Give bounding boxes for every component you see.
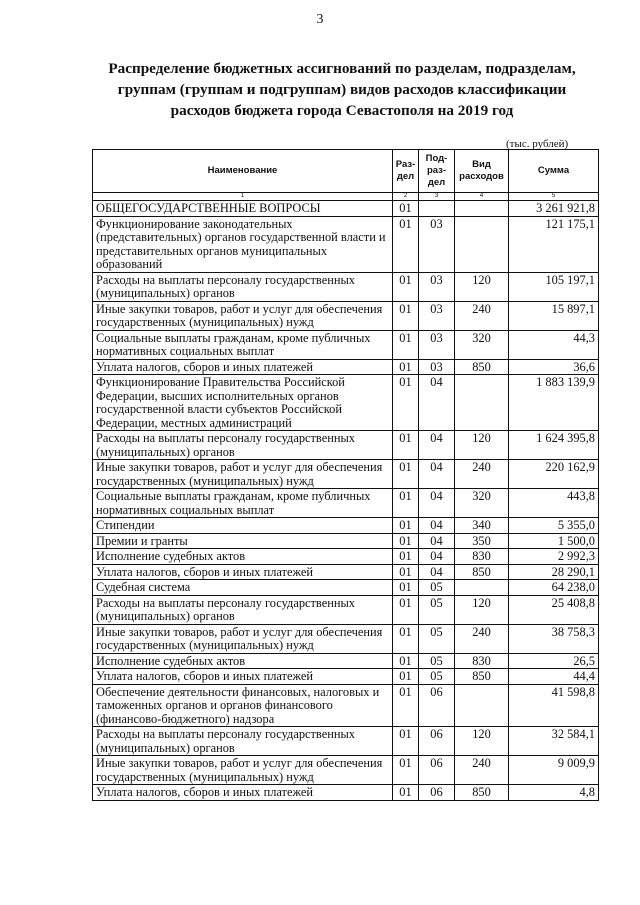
row-amount: 36,6: [509, 359, 599, 375]
row-section: 01: [393, 727, 419, 756]
row-amount: 3 261 921,8: [509, 201, 599, 217]
row-amount: 25 408,8: [509, 595, 599, 624]
row-name: Уплата налогов, сборов и иных платежей: [93, 669, 393, 685]
budget-table: [92, 149, 599, 801]
table-row: [93, 549, 599, 565]
row-section: 01: [393, 518, 419, 534]
row-section: 01: [393, 375, 419, 431]
row-amount: 5 355,0: [509, 518, 599, 534]
row-section: 01: [393, 653, 419, 669]
table-row: [93, 624, 599, 653]
row-subsection: 06: [419, 785, 455, 801]
table-row: [93, 431, 599, 460]
title-line: Распределение бюджетных ассигнований по разделам, подразделам,: [108, 60, 576, 77]
row-expense-type: 850: [455, 669, 509, 685]
column-number: 3: [419, 193, 455, 201]
row-name: Расходы на выплаты персоналу государственных (муниципальных) органов: [93, 272, 393, 301]
table-row: [93, 201, 599, 217]
row-name: Расходы на выплаты персоналу государственных (муниципальных) органов: [93, 595, 393, 624]
table-row: [93, 653, 599, 669]
row-expense-type: 240: [455, 624, 509, 653]
row-expense-type: [455, 216, 509, 272]
row-name: ОБЩЕГОСУДАРСТВЕННЫЕ ВОПРОСЫ: [93, 201, 393, 217]
row-section: 01: [393, 359, 419, 375]
row-amount: 41 598,8: [509, 684, 599, 727]
row-subsection: 04: [419, 518, 455, 534]
row-amount: 4,8: [509, 785, 599, 801]
row-expense-type: 120: [455, 431, 509, 460]
row-section: 01: [393, 431, 419, 460]
page-number: 3: [316, 12, 324, 27]
row-name: Иные закупки товаров, работ и услуг для обеспечения государственных (муниципальных) нужд: [93, 460, 393, 489]
row-name: Стипендии: [93, 518, 393, 534]
row-amount: 1 624 395,8: [509, 431, 599, 460]
table-row: [93, 785, 599, 801]
table-row: [93, 533, 599, 549]
row-expense-type: 120: [455, 727, 509, 756]
row-amount: 9 009,9: [509, 756, 599, 785]
row-name: Уплата налогов, сборов и иных платежей: [93, 785, 393, 801]
row-name: Судебная система: [93, 580, 393, 596]
row-section: 01: [393, 489, 419, 518]
row-name: Исполнение судебных актов: [93, 549, 393, 565]
table-row: [93, 727, 599, 756]
row-subsection: 03: [419, 330, 455, 359]
row-amount: 64 238,0: [509, 580, 599, 596]
row-subsection: 04: [419, 431, 455, 460]
row-expense-type: 830: [455, 549, 509, 565]
row-amount: 44,3: [509, 330, 599, 359]
row-name: Иные закупки товаров, работ и услуг для обеспечения государственных (муниципальных) нужд: [93, 756, 393, 785]
row-amount: 28 290,1: [509, 564, 599, 580]
row-amount: 38 758,3: [509, 624, 599, 653]
row-subsection: 03: [419, 359, 455, 375]
row-subsection: 05: [419, 624, 455, 653]
row-subsection: 04: [419, 533, 455, 549]
row-name: Социальные выплаты гражданам, кроме публичных нормативных социальных выплат: [93, 330, 393, 359]
row-expense-type: 120: [455, 595, 509, 624]
row-name: Уплата налогов, сборов и иных платежей: [93, 564, 393, 580]
table-row: [93, 489, 599, 518]
table-row: [93, 375, 599, 431]
table-row: [93, 669, 599, 685]
row-section: 01: [393, 669, 419, 685]
column-number: 1: [93, 193, 393, 201]
row-section: 01: [393, 533, 419, 549]
row-amount: 443,8: [509, 489, 599, 518]
row-name: Премии и гранты: [93, 533, 393, 549]
row-amount: 2 992,3: [509, 549, 599, 565]
row-subsection: 05: [419, 653, 455, 669]
row-expense-type: 830: [455, 653, 509, 669]
title-line: группам (группам и подгруппам) видов расходов классификации: [117, 81, 567, 98]
row-name: Функционирование Правительства Российской Федерации, высших исполнительных органов государственной власти субъектов Российской Федерации, местных администраций: [93, 375, 393, 431]
table-row: [93, 301, 599, 330]
row-name: Социальные выплаты гражданам, кроме публичных нормативных социальных выплат: [93, 489, 393, 518]
row-expense-type: [455, 375, 509, 431]
row-expense-type: 850: [455, 359, 509, 375]
row-section: 01: [393, 201, 419, 217]
row-section: 01: [393, 330, 419, 359]
row-expense-type: [455, 684, 509, 727]
row-amount: 220 162,9: [509, 460, 599, 489]
row-expense-type: 240: [455, 460, 509, 489]
row-name: Уплата налогов, сборов и иных платежей: [93, 359, 393, 375]
row-amount: 44,4: [509, 669, 599, 685]
row-expense-type: 850: [455, 564, 509, 580]
row-amount: 121 175,1: [509, 216, 599, 272]
table-row: [93, 580, 599, 596]
row-subsection: [419, 201, 455, 217]
table-header-row: [93, 150, 599, 193]
row-expense-type: 320: [455, 489, 509, 518]
row-name: Функционирование законодательных (представительных) органов государственной власти и представительных органов муниципальных образований: [93, 216, 393, 272]
document-title: [92, 58, 592, 121]
header-section: Раз- дел: [393, 150, 419, 193]
table-row: [93, 756, 599, 785]
row-expense-type: [455, 580, 509, 596]
row-section: 01: [393, 272, 419, 301]
row-subsection: 06: [419, 756, 455, 785]
row-subsection: 04: [419, 489, 455, 518]
row-section: 01: [393, 549, 419, 565]
row-expense-type: 120: [455, 272, 509, 301]
table-body: [93, 201, 599, 801]
row-expense-type: [455, 201, 509, 217]
row-subsection: 06: [419, 727, 455, 756]
table-row: [93, 460, 599, 489]
row-subsection: 05: [419, 595, 455, 624]
row-section: 01: [393, 785, 419, 801]
header-amount: Сумма: [509, 150, 599, 193]
table-row: [93, 359, 599, 375]
row-name: Иные закупки товаров, работ и услуг для обеспечения государственных (муниципальных) нужд: [93, 624, 393, 653]
table-row: [93, 684, 599, 727]
row-expense-type: 850: [455, 785, 509, 801]
row-expense-type: 340: [455, 518, 509, 534]
row-section: 01: [393, 684, 419, 727]
table-row: [93, 518, 599, 534]
table-row: [93, 216, 599, 272]
header-subsection: Под- раз- дел: [419, 150, 455, 193]
row-subsection: 06: [419, 684, 455, 727]
column-number: 2: [393, 193, 419, 201]
row-section: 01: [393, 216, 419, 272]
row-subsection: 05: [419, 669, 455, 685]
row-section: 01: [393, 756, 419, 785]
row-section: 01: [393, 580, 419, 596]
row-name: Иные закупки товаров, работ и услуг для обеспечения государственных (муниципальных) нужд: [93, 301, 393, 330]
row-section: 01: [393, 595, 419, 624]
title-line: расходов бюджета города Севастополя на 2019 год: [170, 102, 514, 119]
column-number: 4: [455, 193, 509, 201]
header-expense-type: Вид расходов: [455, 150, 509, 193]
row-section: 01: [393, 301, 419, 330]
row-subsection: 04: [419, 375, 455, 431]
row-amount: 105 197,1: [509, 272, 599, 301]
row-name: Исполнение судебных актов: [93, 653, 393, 669]
column-number-row: [93, 193, 599, 201]
row-amount: 26,5: [509, 653, 599, 669]
table-row: [93, 272, 599, 301]
row-expense-type: 240: [455, 301, 509, 330]
table-row: [93, 564, 599, 580]
row-expense-type: 320: [455, 330, 509, 359]
row-subsection: 04: [419, 564, 455, 580]
row-subsection: 04: [419, 460, 455, 489]
row-name: Расходы на выплаты персоналу государственных (муниципальных) органов: [93, 727, 393, 756]
row-amount: 1 500,0: [509, 533, 599, 549]
row-subsection: 03: [419, 272, 455, 301]
table-row: [93, 330, 599, 359]
row-amount: 32 584,1: [509, 727, 599, 756]
row-subsection: 05: [419, 580, 455, 596]
row-subsection: 03: [419, 301, 455, 330]
row-expense-type: 350: [455, 533, 509, 549]
row-subsection: 04: [419, 549, 455, 565]
row-amount: 1 883 139,9: [509, 375, 599, 431]
row-expense-type: 240: [455, 756, 509, 785]
row-name: Расходы на выплаты персоналу государственных (муниципальных) органов: [93, 431, 393, 460]
table-row: [93, 595, 599, 624]
row-name: Обеспечение деятельности финансовых, налоговых и таможенных органов и органов финансового (финансово-бюджетного) надзора: [93, 684, 393, 727]
column-number: 5: [509, 193, 599, 201]
row-subsection: 03: [419, 216, 455, 272]
units-label: (тыс. рублей): [506, 138, 569, 150]
row-section: 01: [393, 564, 419, 580]
row-section: 01: [393, 624, 419, 653]
row-amount: 15 897,1: [509, 301, 599, 330]
header-name: Наименование: [93, 150, 393, 193]
row-section: 01: [393, 460, 419, 489]
